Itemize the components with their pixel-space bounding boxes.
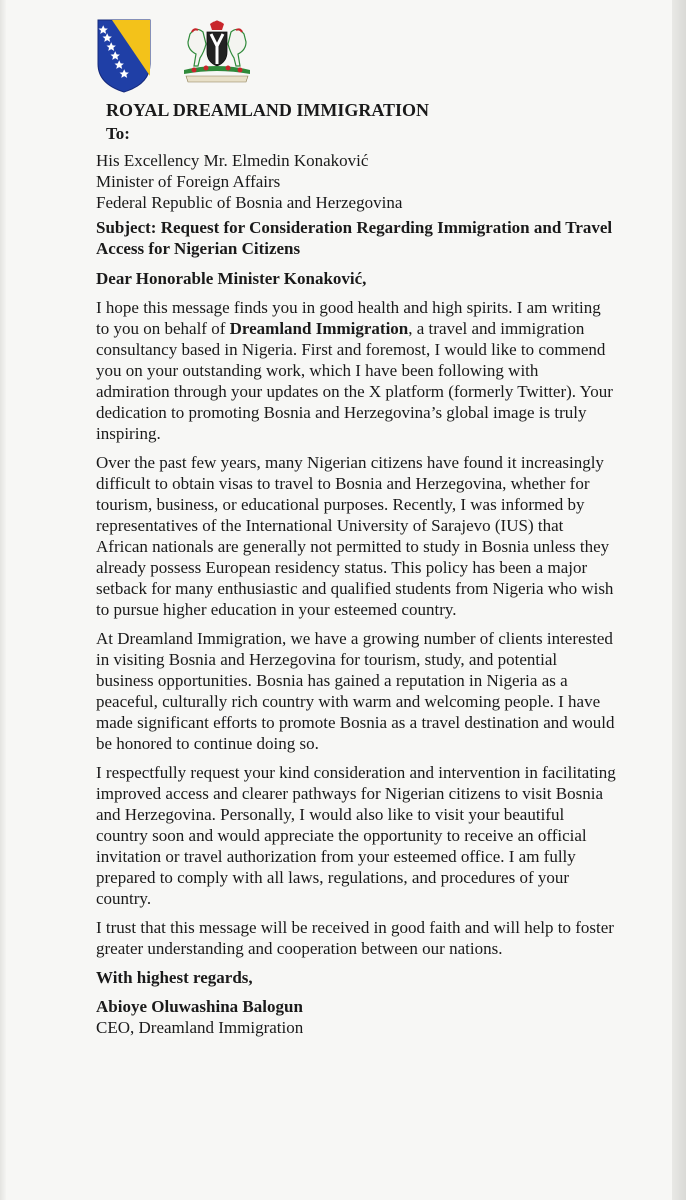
closing: With highest regards, — [96, 968, 253, 987]
to-label: To: — [106, 124, 130, 143]
paragraph-5: I trust that this message will be received in good faith and will help to foster greater understanding and cooperation between our nations. — [96, 918, 614, 958]
salutation: Dear Honorable Minister Konaković, — [96, 269, 367, 288]
paragraph-2: Over the past few years, many Nigerian citizens have found it increasingly difficult to obtain visas to travel to Bosnia and Herzegovina, whether for tourism, business, or educational purposes. Recently, I was informed by representatives of the International University of Sarajevo (IUS) that African nationals are generally not permitted to study in Bosnia unless they already possess European residency status. This policy has been a major setback for many enthusiastic and qualified students from Nigeria who wish to pursue higher education in your esteemed country. — [96, 453, 614, 619]
paragraph-4: I respectfully request your kind consideration and intervention in facilitating improved access and clearer pathways for Nigerian citizens to visit Bosnia and Herzegovina. Personally, I would also like to visit your beautiful country soon and would appreciate the opportunity to receive an official invitation or travel authorization from your esteemed office. I am fully prepared to comply with all laws, regulations, and procedures of your country. — [96, 763, 616, 908]
paragraph-1-text-b: , a travel and immigration consultancy based in Nigeria. First and foremost, I would like to commend you on your outstanding work, which I have been following with admiration through your updates on the X platform (formerly Twitter). Your dedication to promoting Bosnia and Herzegovina’s global image is truly inspiring. — [96, 319, 613, 443]
recipient-country: Federal Republic of Bosnia and Herzegovina — [96, 193, 403, 212]
nigeria-coat-of-arms-icon — [176, 18, 258, 84]
recipient-block — [96, 150, 616, 213]
recipient-position: Minister of Foreign Affairs — [96, 172, 281, 191]
subject-line: Subject: Request for Consideration Regarding Immigration and Travel Access for Nigerian Citizens — [96, 218, 613, 258]
bosnia-coat-of-arms-icon — [96, 18, 152, 94]
organization-heading: ROYAL DREAMLAND IMMIGRATION — [106, 100, 430, 120]
paragraph-1-text-a: I hope this message finds you in good health and high spirits. I am writing to you on behalf of — [96, 298, 601, 338]
paragraph-1 — [96, 297, 616, 444]
signer-name: Abioye Oluwashina Balogun — [96, 997, 303, 1016]
letter-body — [96, 100, 616, 1038]
signer-title: CEO, Dreamland Immigration — [96, 1018, 304, 1037]
page-right-edge — [672, 0, 686, 1200]
page-left-edge — [0, 0, 6, 1200]
paragraph-3: At Dreamland Immigration, we have a growing number of clients interested in visiting Bosnia and Herzegovina for tourism, study, and potential business opportunities. Bosnia has gained a reputation in Nigeria as a peaceful, culturally rich country with warm and welcoming people. I have made significant efforts to promote Bosnia as a travel destination and would be honored to continue doing so. — [96, 629, 615, 753]
recipient-name: His Excellency Mr. Elmedin Konaković — [96, 151, 369, 170]
company-name-bold: Dreamland Immigration — [229, 319, 409, 338]
